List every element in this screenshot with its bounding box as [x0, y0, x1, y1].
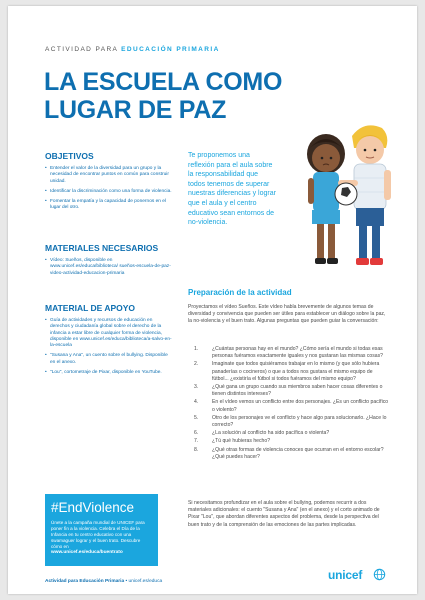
question-item: 3. ¿Qué gana un grupo cuando sus miembros saben hacer cosas diferentes o tienen distintos intereses?	[194, 384, 383, 398]
intro-text: Te proponemos una reflexión para el aula sobre la responsabilidad que todos tenemos de superar nuestras diferencias y lograr que el aula y el centro educativo sean entornos de no-violencia.	[188, 152, 276, 227]
objetivo-item: • Identificar la discriminación como una forma de violencia.	[45, 189, 173, 195]
endviolence-text: Únete a la campaña mundial de UNICEF para poner fin a la violencia. Celebra el Día de la Infancia en tu centro educativo con una swamaguer lograr y el buen trato. Descubre cómo en	[51, 520, 145, 549]
preparacion-heading: Preparación de la actividad	[188, 288, 292, 297]
material-item[interactable]: • Vídeo: Sueños, disponible en www.unicef.es/educa/biblioteca/ sueños-escuela-de-paz-video-actividad-educacion-primaria	[45, 258, 173, 277]
closing-paragraph: Si necesitamos profundizar en el aula sobre el bullying, podemos recurrir a dos materiales adicionales: el cuento "Susana y Ana" (en el anexo) y el corto animado de Pixar "Lou", que abordan diferentes aspectos del problema, desde la perspectiva del buen trato y de la comprensión de las emociones de las partes implicadas.	[188, 500, 380, 528]
apoyo-item: • "Lou", cortometraje de Pixar, disponible en YouTube.	[45, 370, 173, 376]
apoyo-section	[45, 303, 173, 380]
apoyo-heading: MATERIAL DE APOYO	[45, 303, 136, 313]
question-item: 6. ¿La solución al conflicto ha sido pacífica o violenta?	[194, 430, 330, 437]
question-item: 5. Otro de los personajes ve el conflicto y hace algo para solucionarlo. ¿Hace lo correcto?	[194, 414, 387, 429]
question-item: 4. En el vídeo vemos un conflicto entre dos personajes. ¿Es un conflicto pacífico o violento?	[194, 399, 389, 413]
children-illustration	[282, 118, 408, 278]
page-title: LA ESCUELA COMO LUGAR DE PAZ	[44, 68, 283, 124]
unicef-logo-text: unicef	[328, 568, 363, 582]
preparacion-paragraph: Proyectamos el vídeo Sueños. Este vídeo habla brevemente de algunos temas de diversidad y convivencia que pueden ser útiles para establecer un diálogo sobre la paz, la no-violencia y el buen trato. Algunas preguntas que pueden guiar la conversación:	[188, 304, 386, 325]
objetivos-heading: OBJETIVOS	[45, 151, 94, 161]
question-item: 1. ¿Cuántas personas hay en el mundo? ¿Cómo sería el mundo si todas esas personas fuéramos exactamente iguales y nos gustaran las mismas cosas?	[194, 346, 384, 360]
kicker: ACTIVIDAD PARA EDUCACIÓN PRIMARIA	[45, 46, 220, 53]
endviolence-link[interactable]: www.unicef.es/educa/buentrato	[51, 550, 123, 555]
materiales-heading: MATERIALES NECESARIOS	[45, 243, 159, 253]
objetivos-section	[45, 151, 173, 216]
question-item: 7. ¿Tú qué hubieras hecho?	[194, 438, 271, 445]
questions-list	[194, 346, 390, 462]
document-page	[8, 6, 417, 594]
materiales-section	[45, 243, 173, 281]
kicker-strong: EDUCACIÓN PRIMARIA	[121, 46, 220, 53]
endviolence-box	[45, 494, 158, 566]
objetivo-item: • Fomentar la empatía y la capacidad de ponernos en el lugar del otro.	[45, 199, 173, 212]
footer-text: Actividad para Educación Primaria • unicef.es/educa	[45, 579, 163, 584]
question-item: 8. ¿Qué otras formas de violencia conoces que ocurran en el entorno escolar? ¿Qué puedes hacer?	[194, 446, 384, 460]
question-item: 2. Imaginate que todos quisiéramos trabajar en lo mismo (y que sólo hubiera panaderías o cocineros) o que a todos nos gustara el mismo equipo de fútbol... ¿existiría el fútbol si todos fuéramos del mismo equipo?	[194, 361, 380, 382]
objetivo-item: • Entender el valor de la diversidad para un grupo y la necesidad de encontrar puntos en común para construir unidad.	[45, 166, 173, 185]
endviolence-tag: #EndViolence	[51, 500, 135, 515]
unicef-globe-icon	[373, 568, 386, 581]
apoyo-item[interactable]: • Guía de actividades y recursos de educación en derechos y ciudadanía global sobre el derecho de la infancia a estar libre de cualquier forma de violencia, disponible en www.unicef.es/educa/biblioteca/a-salvo-en-la-escuela	[45, 318, 173, 349]
apoyo-item: • "Susana y Ana", un cuento sobre el bullying. Disponible en el anexo.	[45, 353, 173, 366]
ball-icon	[335, 183, 357, 205]
